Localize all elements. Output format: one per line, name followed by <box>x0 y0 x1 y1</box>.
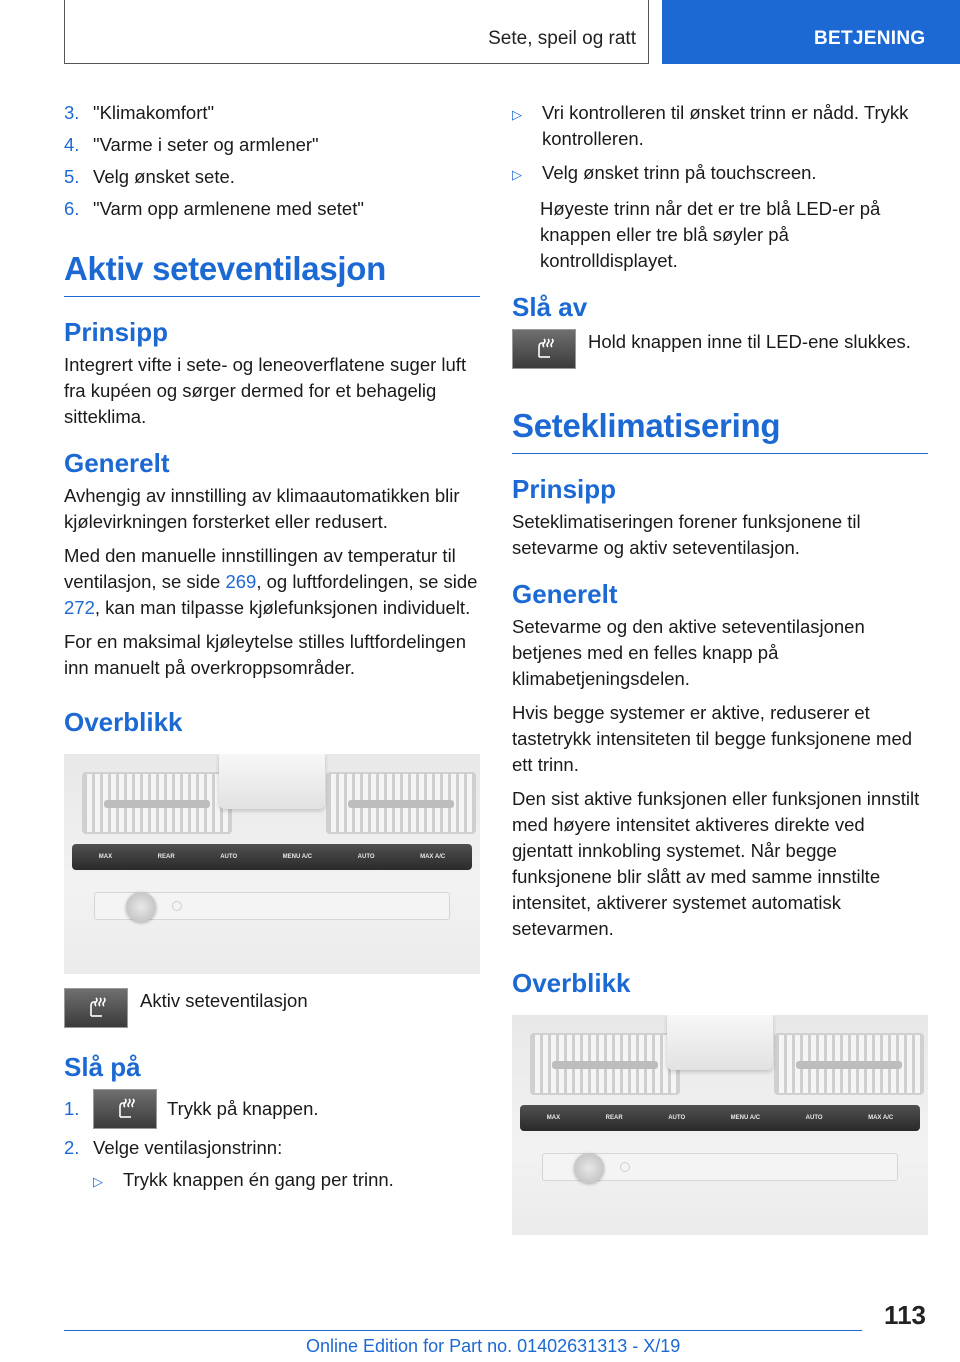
triangle-bullet-icon: ▷ <box>512 107 522 122</box>
panel-label: MAX <box>546 1115 561 1121</box>
center-display <box>667 1015 773 1070</box>
step-number: 5. <box>64 166 80 187</box>
step-text: Velg ønsket sete. <box>93 166 235 187</box>
list-item <box>64 1089 480 1129</box>
page-header <box>0 0 960 64</box>
steps-top <box>64 100 480 222</box>
bullet-text: Velg ønsket trinn på touchscreen. <box>542 162 817 183</box>
air-vent-right <box>326 772 476 834</box>
list-item <box>64 100 480 126</box>
header-section-title: Sete, speil og ratt <box>488 28 636 49</box>
heading-turn-on: Slå på <box>64 1052 141 1082</box>
heading-principle: Prinsipp <box>512 474 617 504</box>
list-item <box>512 100 928 152</box>
step-number: 6. <box>64 198 80 219</box>
volume-knob <box>126 892 156 922</box>
panel-label: MAX A/C <box>868 1115 894 1121</box>
step-text: Trykk på knappen. <box>167 1098 319 1119</box>
step-text: "Varme i seter og armlener" <box>93 134 319 155</box>
list-item <box>64 132 480 158</box>
icon-caption-row <box>512 329 928 369</box>
footer-edition: Online Edition for Part no. 01402631313 - X/19 <box>306 1336 681 1356</box>
dashboard-illustration <box>64 754 480 974</box>
general-paragraph-1: Setevarme og den aktive seteventilasjonen betjenes med en felles knapp på klimabetjeningsdelen. <box>512 616 865 689</box>
air-vent-left <box>82 772 232 834</box>
principle-text: Seteklimatiseringen forener funksjonene til setevarme og aktiv seteventilasjon. <box>512 511 861 558</box>
heading-principle: Prinsipp <box>64 317 169 347</box>
general-paragraph-1: Avhengig av innstilling av klimaautomatikken blir kjølevirkningen forsterket eller redusert. <box>64 485 460 532</box>
turn-off-text: Hold knappen inne til LED-ene slukkes. <box>588 331 911 352</box>
heading-turn-off: Slå av <box>512 292 588 322</box>
indicator-dot <box>172 901 182 911</box>
general-paragraph-2 <box>64 543 480 621</box>
step-text: "Varm opp armlenene med setet" <box>93 198 364 219</box>
panel-label: AUTO <box>357 854 375 860</box>
icon-caption-row <box>64 988 480 1028</box>
step-text: Velge ventilasjonstrinn: <box>93 1137 283 1158</box>
header-chapter-tab[interactable]: BETJENING <box>662 0 960 64</box>
step-number: 3. <box>64 102 80 123</box>
bullet-text: Vri kontrolleren til ønsket trinn er nådd. Trykk kontrolleren. <box>542 102 909 149</box>
text-fragment: , kan man tilpasse kjølefunksjonen individuelt. <box>94 597 471 618</box>
list-item <box>64 196 480 222</box>
center-display <box>219 754 325 809</box>
panel-label: MENU A/C <box>730 1115 761 1121</box>
panel-label: REAR <box>157 854 175 860</box>
page-number: 113 <box>884 1300 926 1330</box>
panel-label: AUTO <box>220 854 238 860</box>
page-ref-link[interactable]: 272 <box>64 597 95 618</box>
list-item <box>93 1167 480 1195</box>
triangle-bullet-icon: ▷ <box>93 1174 103 1189</box>
steps-turn-on <box>64 1089 480 1161</box>
dashboard-illustration <box>512 1015 928 1235</box>
air-vent-right <box>774 1033 924 1095</box>
panel-label: AUTO <box>805 1115 823 1121</box>
heading-general: Generelt <box>512 579 618 609</box>
step-text: "Klimakomfort" <box>93 102 215 123</box>
seat-ventilation-icon <box>64 988 128 1028</box>
bullets-right-top <box>512 100 928 188</box>
step-number: 4. <box>64 134 80 155</box>
section-title-ventilation: Aktiv seteventilasjon <box>64 250 480 297</box>
panel-label: MAX A/C <box>420 854 446 860</box>
list-item <box>512 160 928 188</box>
indicator-dot <box>620 1162 630 1172</box>
left-column <box>64 100 480 1203</box>
step-number: 1. <box>64 1098 80 1119</box>
text-fragment: , og luftfordelingen, se side <box>256 571 478 592</box>
panel-label: MENU A/C <box>282 854 313 860</box>
footer-divider <box>64 1330 862 1331</box>
general-paragraph-3: Den sist aktive funksjonen eller funksjonen innstilt med høyere intensitet aktiveres direkte ved gjentatt innkobling systemet. Når begge funksjonene blir slått av med samme innstilte intensitet, aktiverer systemet automatisk setevarmen. <box>512 788 920 939</box>
seat-ventilation-icon <box>93 1089 157 1129</box>
volume-knob <box>574 1153 604 1183</box>
air-vent-left <box>530 1033 680 1095</box>
principle-text: Integrert vifte i sete- og leneoverflatene suger luft fra kupéen og sørger dermed for et behagelig sitteklima. <box>64 354 467 427</box>
panel-label: MAX <box>98 854 113 860</box>
heading-general: Generelt <box>64 448 170 478</box>
step-number: 2. <box>64 1137 80 1158</box>
section-title-climatisation: Seteklimatisering <box>512 407 928 454</box>
list-item <box>64 164 480 190</box>
highest-level-text: Høyeste trinn når det er tre blå LED-er på knappen eller tre blå søyler på kontrolldisplayet. <box>540 198 881 271</box>
triangle-bullet-icon: ▷ <box>512 167 522 182</box>
heading-overview: Overblikk <box>64 707 183 737</box>
page-ref-link[interactable]: 269 <box>225 571 257 592</box>
climate-button-panel <box>72 844 472 870</box>
list-item <box>64 1135 480 1161</box>
panel-label: AUTO <box>668 1115 686 1121</box>
heading-overview: Overblikk <box>512 968 631 998</box>
icon-caption: Aktiv seteventilasjon <box>140 990 308 1011</box>
climate-button-panel <box>520 1105 920 1131</box>
general-paragraph-2: Hvis begge systemer er aktive, reduserer et tastetrykk intensiteten til begge funksjonene med ett trinn. <box>512 702 913 775</box>
text-fragment: Med den manuelle innstillingen av temperatur til ventilasjon, se side <box>64 545 456 592</box>
right-column <box>512 100 928 1249</box>
bullets-turn-on <box>93 1167 480 1195</box>
seat-ventilation-icon <box>512 329 576 369</box>
bullet-text: Trykk knappen én gang per trinn. <box>123 1169 394 1190</box>
general-paragraph-3: For en maksimal kjøleytelse stilles luftfordelingen inn manuelt på overkroppsområder. <box>64 631 467 678</box>
panel-label: REAR <box>605 1115 623 1121</box>
